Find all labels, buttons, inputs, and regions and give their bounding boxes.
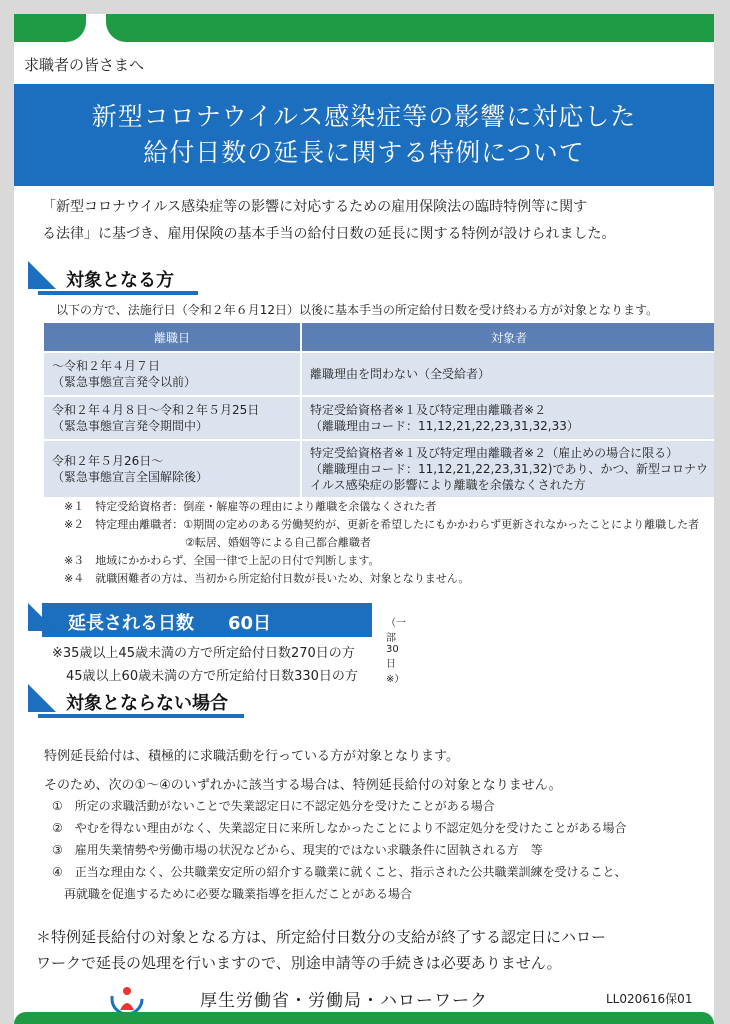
flyer-page — [14, 14, 714, 1024]
condition-item: 再就職を促進するために必要な職業指導を拒んだことがある場合 — [52, 887, 413, 901]
extension-partial-note: （一部30日※） — [386, 618, 406, 685]
target-extra: イルス感染症の影響により離職を余儀なくされた方 — [310, 478, 586, 492]
table-header-cell: 離職日 — [43, 322, 301, 352]
date-text: ～令和２年４月７日 — [52, 359, 161, 373]
heading-triangle-icon — [28, 261, 56, 289]
mhlw-logo-icon — [110, 982, 144, 1016]
excluded-conditions — [52, 795, 627, 905]
title-line-2: 給付日数の延長に関する特例について — [143, 138, 585, 167]
date-note: （緊急事態宣言発令以前） — [52, 375, 197, 389]
condition-item: ④ 正当な理由なく、公共職業安定所の紹介する職業に就くこと、指示された公共職業訓練を受けること、 — [52, 865, 627, 879]
extension-line: 45歳以上60歳未満の方で所定給付日数330日の方 — [66, 669, 358, 684]
note-item: ※２ 特定理由離職者：①期間の定めのある労働契約が、更新を希望したにもかかわらず更新されなかったことにより離職した者 — [64, 518, 700, 531]
note-item: ※１ 特定受給資格者：倒産・解雇等の理由により離職を余儀なくされた者 — [64, 500, 437, 513]
condition-item: ② やむを得ない理由がなく、失業認定日に来所しなかったことにより不認定処分を受けたことがある場合 — [52, 821, 627, 835]
heading-triangle-icon — [28, 603, 56, 631]
footnote-line: ＊特例延長給付の対象となる方は、所定給付日数分の支給が終了する認定日にハロー — [36, 928, 607, 946]
footnote-line: ワークで延長の処理を行いますので、別途申請等の手続きは必要ありません。 — [36, 954, 562, 972]
date-note: （緊急事態宣言発令期間中） — [52, 419, 209, 433]
table-cell-target — [301, 352, 714, 396]
condition-item: ① 所定の求職活動がないことで失業認定日に不認定処分を受けたことがある場合 — [52, 799, 495, 813]
audience-label: 求職者の皆さまへ — [24, 56, 145, 74]
table-header-row — [43, 322, 714, 352]
document-code: LL020616保01 — [606, 992, 693, 1006]
ministry-name: 厚生労働省・労働局・ハローワーク — [200, 991, 488, 1011]
heading-underline — [38, 714, 244, 718]
target-subtitle: 以下の方で、法施行日（令和２年６月12日）以後に基本手当の所定給付日数を受け終わる方が対象となります。 — [56, 303, 659, 317]
date-text: 令和２年５月26日～ — [52, 454, 164, 468]
target-table — [42, 321, 714, 499]
target-text: 特定受給資格者※１及び特定理由離職者※２ — [310, 403, 547, 417]
target-text: 離職理由を問わない（全受給者） — [310, 367, 491, 381]
date-note: （緊急事態宣言全国解除後） — [52, 470, 209, 484]
heading-underline — [38, 291, 198, 295]
heading-triangle-icon — [28, 684, 56, 712]
table-cell-date — [43, 440, 301, 498]
excluded-para-1: 特例延長給付は、積極的に求職活動を行っている方が対象となります。 — [44, 749, 459, 764]
table-cell-target — [301, 396, 714, 440]
footnote — [36, 924, 606, 976]
top-decoration — [14, 14, 714, 42]
intro-text — [42, 194, 710, 248]
excluded-para-2: そのため、次の①～④のいずれかに該当する場合は、特例延長給付の対象となりません。 — [44, 778, 562, 793]
section-heading-label: 対象とならない場合 — [66, 693, 228, 714]
table-row — [43, 352, 714, 396]
date-text: 令和２年４月８日～令和２年５月25日 — [52, 403, 260, 417]
top-green-bar-left — [14, 14, 86, 42]
condition-item: ③ 雇用失業情勢や労働市場の状況などから、現実的ではない求職条件に固執される方 等 — [52, 843, 543, 857]
title-banner — [14, 84, 714, 186]
extension-label: 延長される日数 — [68, 613, 194, 634]
note-item: ※４ 就職困難者の方は、当初から所定給付日数が長いため、対象となりません。 — [64, 572, 470, 585]
section-heading-target — [28, 261, 228, 295]
table-header-cell: 対象者 — [301, 322, 714, 352]
top-green-bar-right — [106, 14, 714, 42]
intro-line-2: る法律」に基づき、雇用保険の基本手当の給付日数の延長に関する特例が設けられました。 — [42, 226, 616, 242]
table-cell-date — [43, 352, 301, 396]
extension-details — [52, 642, 358, 688]
extension-line: ※35歳以上45歳未満の方で所定給付日数270日の方 — [52, 646, 355, 661]
extension-days: 60日 — [228, 613, 272, 634]
table-row — [43, 396, 714, 440]
notes-list — [64, 498, 699, 588]
target-code: （離職理由コード：11,12,21,22,23,31,32,33） — [310, 419, 579, 433]
title-line-1: 新型コロナウイルス感染症等の影響に対応した — [91, 102, 637, 131]
note-item: ②転居、婚姻等による自己都合離職者 — [64, 536, 371, 549]
bottom-green-bar — [14, 1012, 714, 1024]
intro-line-1: 「新型コロナウイルス感染症等の影響に対応するための雇用保険法の臨時特例等に関す — [42, 199, 588, 215]
table-cell-target — [301, 440, 714, 498]
target-code: （離職理由コード：11,12,21,22,23,31,32)であり、かつ、新型コロナウ — [310, 462, 708, 476]
target-text: 特定受給資格者※１及び特定理由離職者※２（雇止めの場合に限る） — [310, 446, 679, 460]
section-heading-excluded — [28, 684, 258, 718]
table-row — [43, 440, 714, 498]
table-cell-date — [43, 396, 301, 440]
section-heading-label: 対象となる方 — [66, 270, 174, 291]
footer — [110, 982, 700, 1012]
note-item: ※３ 地域にかかわらず、全国一律で上記の日付で判断します。 — [64, 554, 380, 567]
extension-heading-box — [42, 603, 372, 637]
